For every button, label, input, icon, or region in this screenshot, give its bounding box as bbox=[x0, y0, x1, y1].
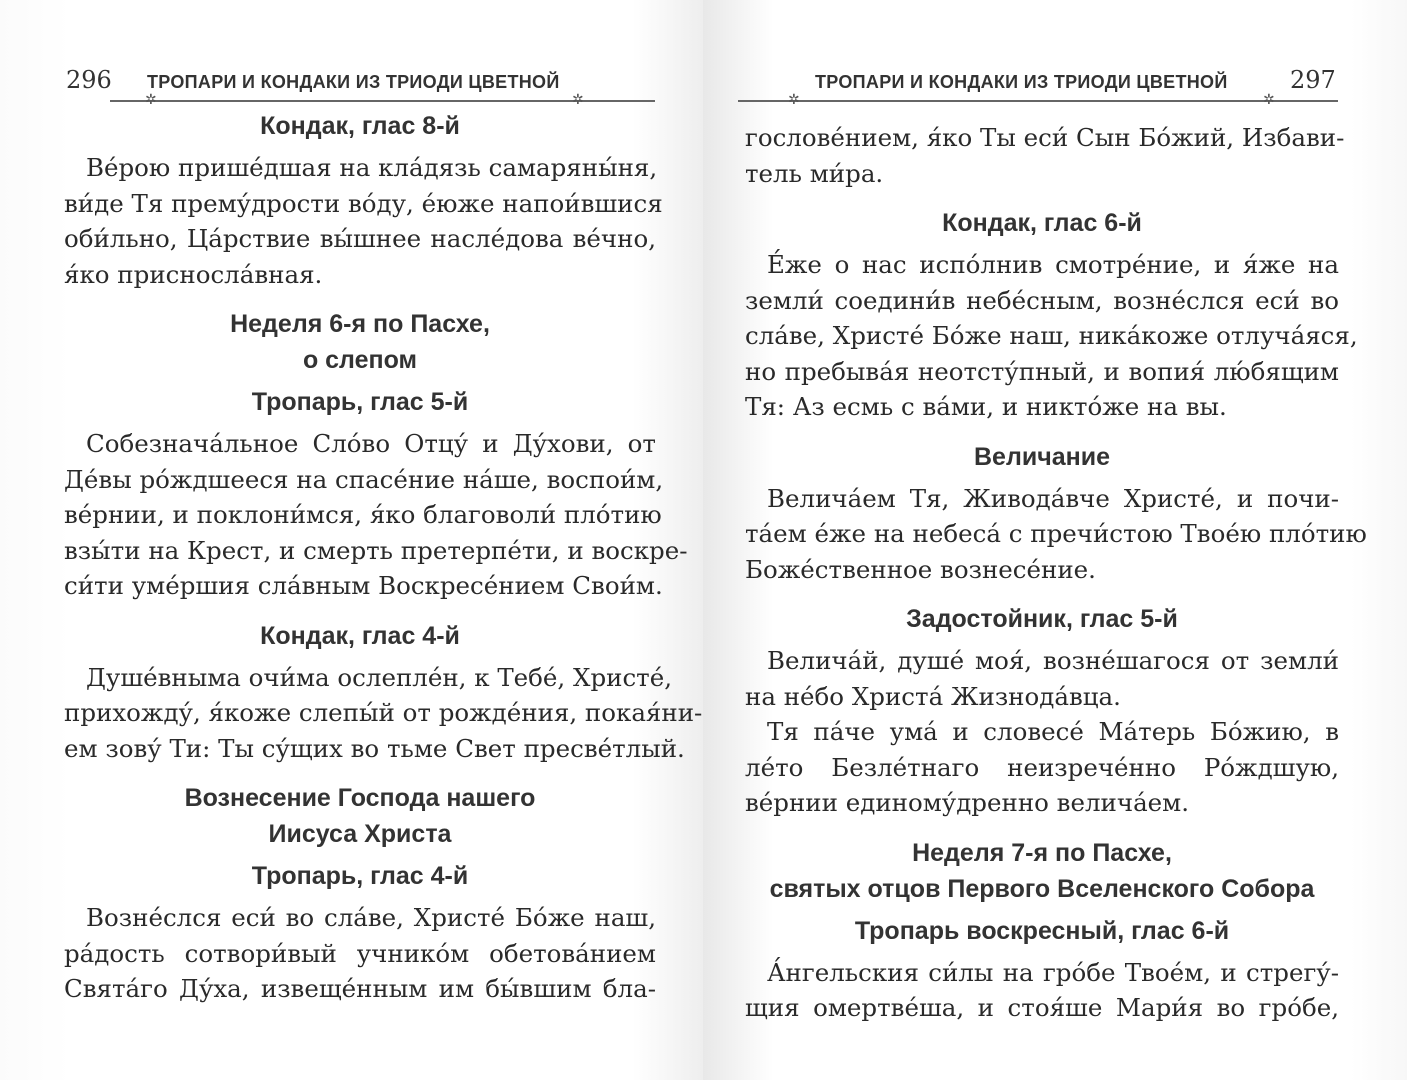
section-heading bbox=[745, 835, 1339, 907]
text-line: ве́рнии, и поклони́мся, я́ко благоволи́ пло́тию bbox=[64, 500, 662, 529]
paragraph bbox=[745, 481, 1367, 588]
text-line: Е́же о нас испо́лнив смотре́ние, и я́же на bbox=[767, 250, 1339, 279]
heading-line: Тропарь, глас 5-й bbox=[251, 388, 469, 416]
section-heading bbox=[64, 108, 656, 144]
left-text-body bbox=[64, 108, 703, 1007]
paragraph bbox=[745, 120, 1345, 191]
text-line: ле́то Безле́тнаго неизрече́нно Ро́ждшую, bbox=[745, 752, 1339, 782]
text-line: А́нгельския си́лы на гро́бе Твое́м, и стрегу́- bbox=[767, 957, 1339, 987]
text-line: Велича́ем Тя, Живода́вче Христе́, и почи- bbox=[767, 483, 1339, 513]
right-text-body bbox=[745, 120, 1367, 1026]
text-line: на не́бо Христа́ Жизнода́вца. bbox=[745, 681, 1121, 711]
text-line: ве́рнии единому́дренно велича́ем. bbox=[745, 788, 1190, 817]
ornament-icon: ✲ bbox=[788, 93, 800, 108]
section-heading bbox=[64, 384, 656, 420]
text-line: ви́де Тя прему́дрости во́ду, е́юже напои́вшися bbox=[64, 188, 663, 218]
section-heading bbox=[64, 306, 656, 378]
running-title: ТРОПАРИ И КОНДАКИ ИЗ ТРИОДИ ЦВЕТНОЙ bbox=[147, 72, 560, 92]
text-line: взы́ти на Крест, и смерть претерпе́ти, и воскре- bbox=[64, 535, 688, 565]
ornament-icon: ✲ bbox=[1263, 93, 1275, 108]
section-heading bbox=[64, 858, 656, 894]
paragraph bbox=[64, 426, 688, 604]
paragraph bbox=[745, 247, 1358, 425]
text-line: Боже́ственное вознесе́ние. bbox=[745, 554, 1096, 584]
heading-line: Тропарь воскресный, глас 6-й bbox=[854, 916, 1230, 945]
heading-line: Величание bbox=[974, 442, 1110, 471]
paragraph bbox=[64, 150, 663, 292]
text-line: ем зову́ Ти: Ты су́щих во тьме Свет пресве́тлый. bbox=[64, 733, 685, 763]
text-line: Тя: Аз есмь с ва́ми, и никто́же на вы. bbox=[745, 392, 1227, 421]
right-page bbox=[703, 0, 1407, 1080]
paragraph bbox=[64, 900, 656, 1007]
text-line: я́ко присносла́вная. bbox=[64, 259, 323, 289]
paragraph bbox=[745, 955, 1339, 1026]
left-page bbox=[0, 0, 703, 1080]
text-line: си́ти уме́ршия сла́вным Воскресе́нием Свои́м. bbox=[64, 571, 663, 600]
ornament-icon: ✲ bbox=[572, 93, 584, 108]
running-title: ТРОПАРИ И КОНДАКИ ИЗ ТРИОДИ ЦВЕТНОЙ bbox=[815, 72, 1228, 92]
heading-line: Кондак, глас 6-й bbox=[942, 209, 1142, 237]
section-heading bbox=[64, 618, 656, 654]
heading-line: Задостойник, глас 5-й bbox=[906, 605, 1178, 633]
text-line: Душе́вныма очи́ма ослепле́н, к Тебе́, Христе́, bbox=[86, 662, 673, 692]
section-heading bbox=[745, 601, 1339, 637]
heading-line: о слепом bbox=[302, 346, 418, 374]
text-line: Тя па́че ума́ и словесе́ Ма́терь Бо́жию, в bbox=[767, 717, 1339, 746]
heading-line: Вознесение Господа нашего bbox=[184, 784, 536, 812]
text-line: но пребыва́я неотсту́пный, и вопия́ лю́бящим bbox=[745, 356, 1339, 386]
section-heading bbox=[64, 780, 656, 852]
text-line: та́ем е́же на небеса́ с пречи́стою Твое́ю пло́тию bbox=[745, 519, 1367, 548]
text-line: сла́ве, Христе́ Бо́же наш, ника́коже отлуча́яся, bbox=[745, 321, 1358, 350]
section-heading bbox=[745, 439, 1339, 475]
text-line: тель ми́ра. bbox=[745, 158, 884, 188]
text-line: Велича́й, душе́ моя́, возне́шагося от земли́ bbox=[767, 646, 1339, 675]
paragraph bbox=[745, 643, 1339, 714]
paragraph bbox=[745, 714, 1339, 821]
text-line: Ве́рою прише́дшая на кла́дязь самаряны́ня, bbox=[86, 153, 658, 182]
text-line: гослове́нием, я́ко Ты еси́ Сын Бо́жий, Избави- bbox=[745, 123, 1345, 152]
heading-line: Тропарь, глас 4-й bbox=[251, 862, 469, 890]
header-rule bbox=[738, 100, 1338, 102]
text-line: Свята́го Ду́ха, извеще́нным им бы́вшим бла- bbox=[64, 974, 656, 1003]
text-line: щия омертве́ша, и стоя́ше Мари́я во гро́бе, bbox=[745, 993, 1339, 1022]
heading-line: Иисуса Христа bbox=[268, 820, 452, 848]
heading-line: Неделя 7-я по Пасхе, bbox=[912, 838, 1172, 867]
heading-line: святых отцов Первого Вселенского Собора bbox=[769, 874, 1315, 903]
text-line: ра́дость сотвори́вый учнико́м обетова́нием bbox=[64, 938, 656, 968]
text-line: прихожду́, я́коже слепы́й от рожде́ния, покая́ни- bbox=[64, 698, 703, 727]
heading-line: Неделя 6-я по Пасхе, bbox=[230, 310, 490, 338]
heading-line: Кондак, глас 4-й bbox=[260, 621, 460, 650]
text-line: Де́вы ро́ждшееся на спасе́ние на́ше, воспои́м, bbox=[64, 464, 664, 494]
text-line: земли́ соедини́в небе́сным, возне́слся еси́ во bbox=[745, 285, 1339, 315]
section-heading bbox=[745, 205, 1339, 241]
page-number: 296 bbox=[66, 66, 112, 94]
paragraph bbox=[64, 660, 703, 767]
section-heading bbox=[745, 913, 1339, 949]
ornament-icon: ✲ bbox=[145, 93, 157, 108]
page-number: 297 bbox=[1290, 66, 1336, 94]
text-line: Собезнача́льное Сло́во Отцу́ и Ду́хови, от bbox=[86, 429, 656, 458]
heading-line: Кондак, глас 8-й bbox=[260, 112, 460, 140]
text-line: оби́льно, Ца́рствие вы́шнее насле́дова ве́чно, bbox=[64, 224, 656, 253]
text-line: Возне́слся еси́ во сла́ве, Христе́ Бо́же наш, bbox=[86, 903, 656, 932]
